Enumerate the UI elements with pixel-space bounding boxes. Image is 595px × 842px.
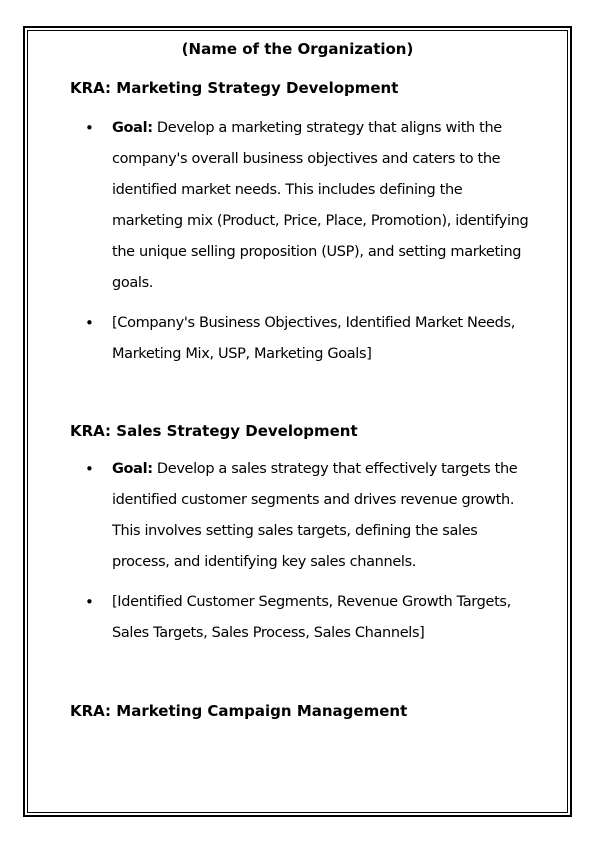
kra-heading-sales-strategy: KRA: Sales Strategy Development (70, 422, 358, 440)
kra-marketing-strategy-list (0, 113, 595, 370)
bullet-icon: • (85, 593, 94, 611)
inputs-item (0, 587, 595, 649)
organization-name: (Name of the Organization) (181, 40, 414, 58)
bullet-icon: • (85, 460, 94, 478)
kra-heading-marketing-strategy: KRA: Marketing Strategy Development (70, 79, 399, 97)
inputs-text: [Identified Customer Segments, Revenue Growth Targets, Sales Targets, Sales Process, Sales Channels] (112, 594, 511, 641)
inputs-item (0, 308, 595, 370)
inputs-text: [Company's Business Objectives, Identified Market Needs, Marketing Mix, USP, Marketing Goals] (112, 315, 515, 362)
bullet-icon: • (85, 119, 94, 137)
goal-description: Develop a marketing strategy that aligns with the company's overall business objectives and caters to the identified market needs. This includes defining the marketing mix (Product, Price, Place, Promotion), identifying the unique selling proposition (USP), and setting marketing goals. (112, 120, 529, 291)
goal-label: Goal: (112, 461, 153, 477)
goal-label: Goal: (112, 120, 153, 136)
goal-description: Develop a sales strategy that effectively targets the identified customer segments and drives revenue growth. This involves setting sales targets, defining the sales process, and identifying key sales channels. (112, 461, 518, 570)
goal-text-block (112, 113, 530, 299)
goal-item (0, 454, 595, 578)
bullet-icon: • (85, 314, 94, 332)
kra-heading-campaign-management: KRA: Marketing Campaign Management (70, 702, 408, 720)
goal-text-block (112, 454, 530, 578)
kra-sales-strategy-list (0, 454, 595, 649)
goal-item (0, 113, 595, 299)
